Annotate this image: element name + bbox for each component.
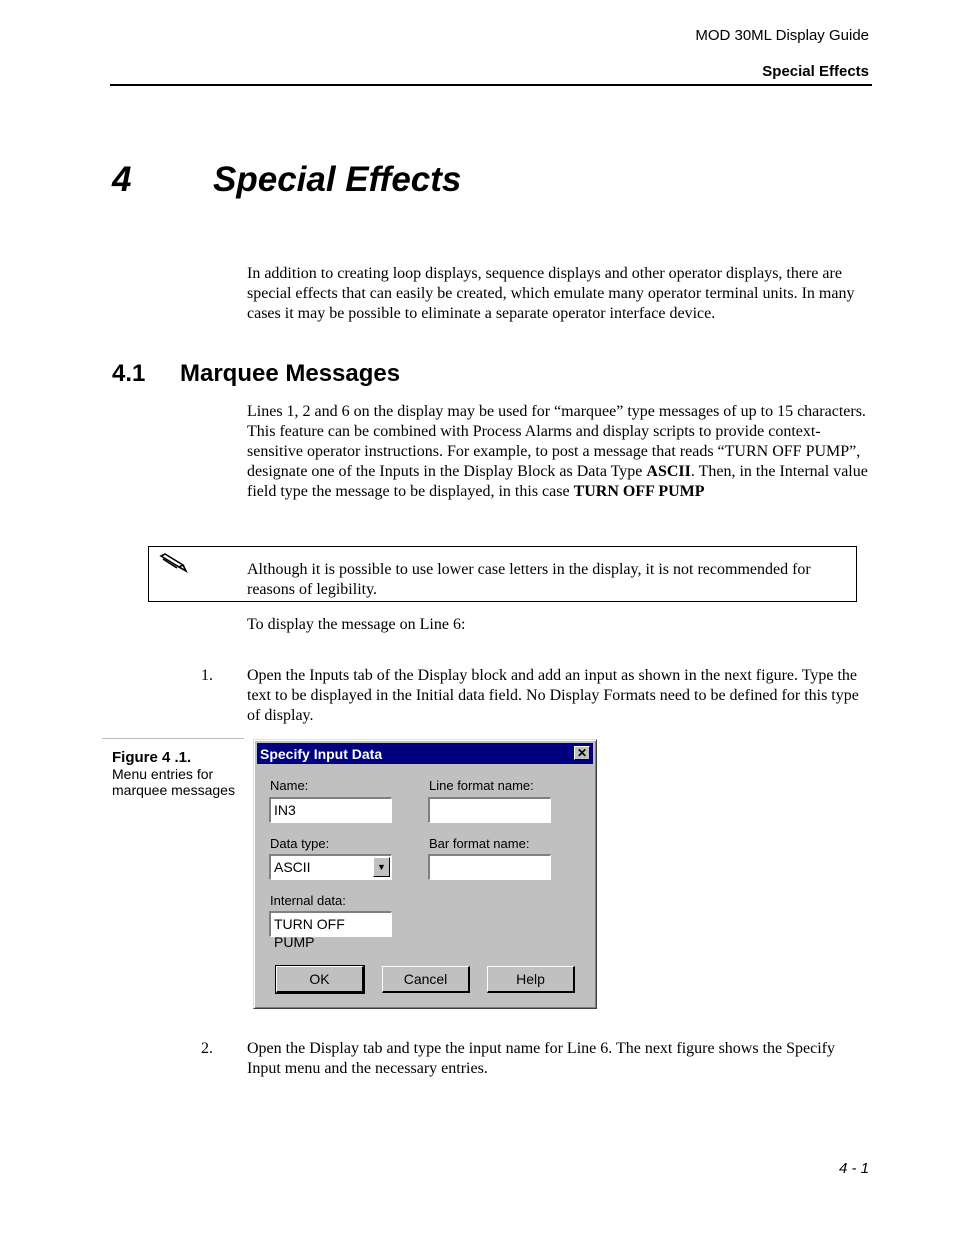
para1-bold-ascii: ASCII xyxy=(646,463,691,480)
name-field[interactable]: IN3 xyxy=(269,797,392,823)
instruction-paragraph: To display the message on Line 6: xyxy=(247,616,466,633)
step-1-number: 1. xyxy=(201,667,213,684)
chevron-down-icon[interactable]: ▼ xyxy=(373,857,390,877)
data-type-value: ASCII xyxy=(274,859,311,875)
bar-format-label: Bar format name: xyxy=(429,836,530,851)
cancel-button[interactable]: Cancel xyxy=(382,966,470,993)
header-rule xyxy=(110,84,872,86)
chapter-title: Special Effects xyxy=(213,160,462,199)
bar-format-field[interactable] xyxy=(428,854,551,880)
page-number: 4 - 1 xyxy=(838,1160,869,1177)
para1-mid: . Then, in the Internal value field type the message to be displayed, in this case xyxy=(247,463,868,500)
note-text: Although it is possible to use lower case letters in the display, it is not recommended for reasons of legibility. xyxy=(247,561,811,598)
chapter-number: 4 xyxy=(112,160,132,199)
specify-input-dialog xyxy=(253,739,597,1009)
header-section-title: Special Effects xyxy=(762,63,869,80)
note-box xyxy=(148,546,857,602)
help-button[interactable]: Help xyxy=(487,966,575,993)
header-doc-title: MOD 30ML Display Guide xyxy=(695,27,869,44)
figure-label: Figure 4 .1. xyxy=(112,749,192,766)
figure-caption: Menu entries for marquee messages xyxy=(112,766,235,798)
intro-paragraph: In addition to creating loop displays, sequence displays and other operator displays, there are special effects that can easily be created, which emulate many operator terminal units. In many cases it may be possible to eliminate a separate operator interface device. xyxy=(247,265,855,322)
data-type-label: Data type: xyxy=(270,836,330,851)
para1-text: Lines 1, 2 and 6 on the display may be used for “marquee” type messages of up to 15 characters. This feature can be combined with Process Alarms and display scripts to provide context-sensitive operator instructions. For example, to post a message that reads “TURN OFF PUMP”, designate one of the Inputs in the Display Block as Data Type xyxy=(247,403,866,480)
dialog-title: Specify Input Data xyxy=(260,746,383,762)
name-label: Name: xyxy=(270,778,309,793)
step-2-text: Open the Display tab and type the input name for Line 6. The next figure shows the Specify Input menu and the necessary entries. xyxy=(247,1040,835,1077)
section-number: 4.1 xyxy=(112,360,146,387)
line-format-label: Line format name: xyxy=(429,778,534,793)
line-format-field[interactable] xyxy=(428,797,551,823)
para1-bold-message: TURN OFF PUMP xyxy=(573,483,705,500)
step-1-text: Open the Inputs tab of the Display block and add an input as shown in the next figure. Type the text to be displayed in the Initial data field. No Display Formats need to be defined for this type of display. xyxy=(247,667,859,724)
step-2-number: 2. xyxy=(201,1040,213,1057)
dialog-titlebar[interactable] xyxy=(257,743,593,764)
section-title: Marquee Messages xyxy=(180,360,401,387)
internal-data-label: Internal data: xyxy=(270,893,346,908)
data-type-select[interactable] xyxy=(269,854,392,880)
figure-rule xyxy=(102,738,244,739)
internal-data-field[interactable]: TURN OFF PUMP xyxy=(269,911,392,937)
ok-button[interactable]: OK xyxy=(276,966,364,993)
marquee-paragraph xyxy=(247,402,872,502)
pencil-icon xyxy=(159,553,189,573)
close-icon[interactable]: ✕ xyxy=(574,746,590,760)
